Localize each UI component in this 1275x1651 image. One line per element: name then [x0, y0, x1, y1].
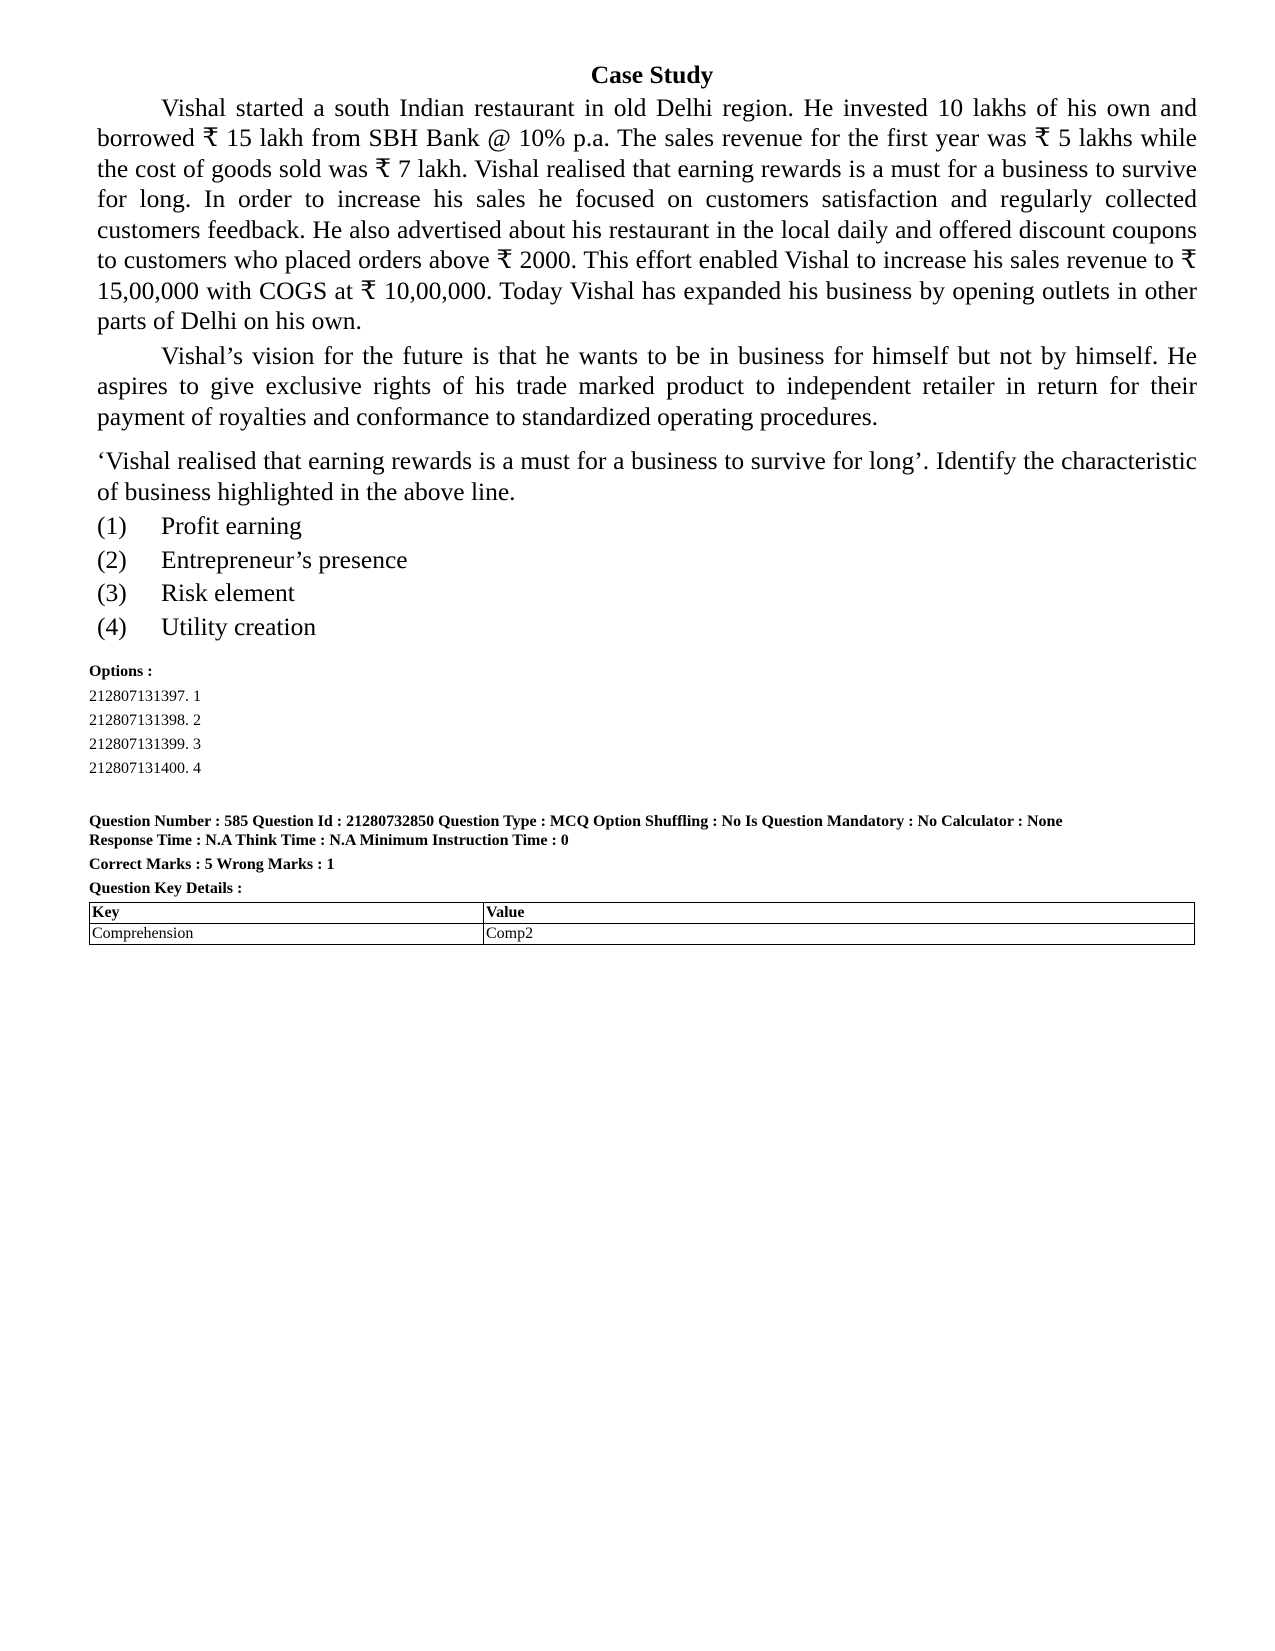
- choice-text: Profit earning: [161, 511, 302, 540]
- case-study-image: [97, 60, 1197, 643]
- choice-item: [97, 543, 1197, 577]
- choice-text: Entrepreneur’s presence: [161, 544, 408, 574]
- cell-key: Comprehension: [90, 924, 484, 945]
- option-id-2: 212807131398. 2: [89, 712, 201, 729]
- option-id-3: 212807131399. 3: [89, 736, 201, 753]
- choice-list: [97, 509, 1197, 643]
- question-metadata: [89, 662, 1195, 945]
- question-info-line-2: Response Time : N.A Think Time : N.A Minimum Instruction Time : 0: [89, 832, 569, 849]
- options-label: Options :: [89, 663, 153, 680]
- choice-number: (3): [97, 578, 127, 607]
- header-key: Key: [90, 903, 484, 924]
- table-row: [90, 924, 1195, 945]
- choice-number: (1): [97, 511, 127, 540]
- choice-text: Utility creation: [161, 611, 317, 641]
- key-details-label: Question Key Details :: [89, 880, 243, 897]
- case-paragraph-2: Vishal’s vision for the future is that he wants to be in business for himself but not by himself. He aspires to give exclusive rights of his trade marked product to independent retailer in return for their payment of royalties and conformance to standardized operating procedures.: [97, 340, 1197, 431]
- marks-line: Correct Marks : 5 Wrong Marks : 1: [89, 856, 335, 873]
- choice-item: [97, 610, 1197, 644]
- question-info-line-1: Question Number : 585 Question Id : 21280732850 Question Type : MCQ Option Shuffling : No Is Question Mandatory : No Calculator : None: [89, 813, 1063, 830]
- choice-item: [97, 576, 1197, 610]
- choice-number: (2): [97, 544, 127, 574]
- question-text: ‘Vishal realised that earning rewards is a must for a business to survive for long’. Identify the characteristic of business highlighted in the above line.: [97, 446, 1197, 506]
- key-table: [89, 902, 1195, 945]
- question-info: [89, 812, 1195, 850]
- table-header-row: [90, 903, 1195, 924]
- option-id-4: 212807131400. 4: [89, 760, 201, 777]
- header-value: Value: [484, 903, 1195, 924]
- choice-item: [97, 509, 1197, 543]
- case-study-title: Case Study: [590, 60, 714, 89]
- case-paragraph-1: Vishal started a south Indian restaurant in old Delhi region. He invested 10 lakhs of his own and borrowed ₹ 15 lakh from SBH Bank @ 10% p.a. The sales revenue for the first year was ₹ 5 lakhs while the cost of goods sold was ₹ 7 lakh. Vishal realised that earning rewards is a must for a business to survive for long. In order to increase his sales he focused on customers satisfaction and regularly collected customers feedback. He also advertised about his restaurant in the local daily and offered discount coupons to customers who placed orders above ₹ 2000. This effort enabled Vishal to increase his sales revenue to ₹ 15,00,000 with COGS at ₹ 10,00,000. Today Vishal has expanded his business by opening outlets in other parts of Delhi on his own.: [97, 92, 1197, 335]
- cell-value: Comp2: [484, 924, 1195, 945]
- option-id-1: 212807131397. 1: [89, 688, 201, 705]
- choice-text: Risk element: [161, 578, 295, 607]
- choice-number: (4): [97, 611, 127, 641]
